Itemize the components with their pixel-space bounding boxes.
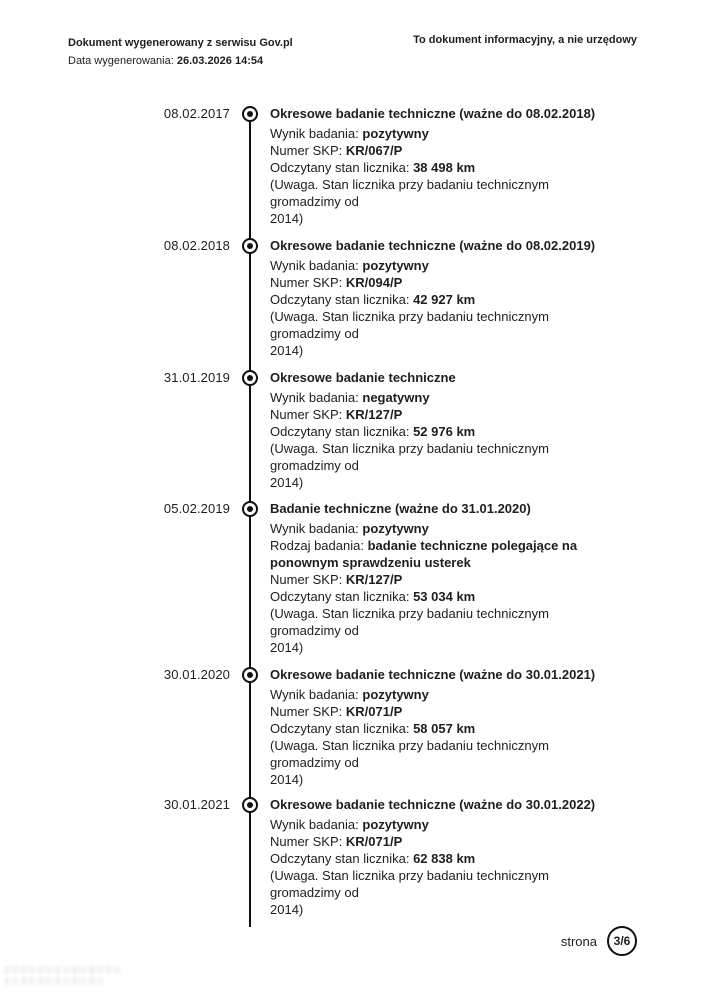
note-line-1: (Uwaga. Stan licznika przy badaniu technicznym gromadzimy od xyxy=(270,738,549,770)
timeline-marker-dot xyxy=(247,802,253,808)
skp-value: KR/071/P xyxy=(345,834,403,849)
odometer-value: 53 034 km xyxy=(413,589,476,604)
odometer-label: Odczytany stan licznika: xyxy=(270,851,410,866)
entry-note xyxy=(270,605,618,656)
entry-result xyxy=(270,125,618,142)
watermark-smudge-row xyxy=(4,966,122,974)
skp-label: Numer SKP: xyxy=(270,572,343,587)
note-line-2: 2014) xyxy=(270,475,304,490)
entry-date: 08.02.2017 xyxy=(163,106,230,121)
entry-skp xyxy=(270,274,618,291)
timeline-marker-icon xyxy=(242,370,258,386)
odometer-label: Odczytany stan licznika: xyxy=(270,424,410,439)
entry-body xyxy=(270,666,618,788)
result-label: Wynik badania: xyxy=(270,521,359,536)
skp-value: KR/127/P xyxy=(345,572,403,587)
type-value: badanie techniczne polegające na ponownym sprawdzeniu usterek xyxy=(270,538,578,570)
skp-value: KR/094/P xyxy=(345,275,403,290)
entry-title: Okresowe badanie techniczne xyxy=(270,370,456,385)
note-line-2: 2014) xyxy=(270,343,304,358)
skp-label: Numer SKP: xyxy=(270,407,343,422)
page-footer xyxy=(561,926,637,956)
header-source-text: Dokument wygenerowany z serwisu Gov.pl xyxy=(68,37,293,49)
skp-value: KR/067/P xyxy=(345,143,403,158)
entry-body xyxy=(270,500,618,656)
skp-value: KR/127/P xyxy=(345,407,403,422)
entry-skp xyxy=(270,571,618,588)
result-value: pozytywny xyxy=(362,817,429,832)
entry-title: Okresowe badanie techniczne (ważne do 08.02.2018) xyxy=(270,106,596,121)
note-line-2: 2014) xyxy=(270,772,304,787)
odometer-value: 62 838 km xyxy=(413,851,476,866)
entry-date: 31.01.2019 xyxy=(163,370,230,385)
entry-body xyxy=(270,105,618,227)
result-label: Wynik badania: xyxy=(270,258,359,273)
entry-body xyxy=(270,796,618,918)
timeline-marker-icon xyxy=(242,106,258,122)
entry-result xyxy=(270,257,618,274)
corner-watermark xyxy=(4,966,122,992)
entry-result xyxy=(270,686,618,703)
skp-label: Numer SKP: xyxy=(270,834,343,849)
entry-note xyxy=(270,440,618,491)
entry-result xyxy=(270,520,618,537)
note-line-2: 2014) xyxy=(270,211,304,226)
page-number-label: strona xyxy=(560,933,597,949)
entry-date: 30.01.2020 xyxy=(163,667,230,682)
entry-note xyxy=(270,176,618,227)
odometer-value: 58 057 km xyxy=(413,721,476,736)
entry-result xyxy=(270,389,618,406)
odometer-label: Odczytany stan licznika: xyxy=(270,589,410,604)
odometer-value: 38 498 km xyxy=(413,160,476,175)
timeline-marker-dot xyxy=(247,375,253,381)
entry-date: 05.02.2019 xyxy=(163,501,230,516)
entry-body xyxy=(270,369,618,491)
entry-skp xyxy=(270,142,618,159)
entry-odometer xyxy=(270,588,618,605)
skp-label: Numer SKP: xyxy=(270,704,343,719)
timeline-marker-dot xyxy=(247,672,253,678)
result-value: pozytywny xyxy=(362,258,429,273)
odometer-label: Odczytany stan licznika: xyxy=(270,721,410,736)
watermark-smudge-row xyxy=(4,977,105,985)
entry-date: 08.02.2018 xyxy=(163,238,230,253)
entry-odometer xyxy=(270,423,618,440)
entry-body xyxy=(270,237,618,359)
header-disclaimer: To dokument informacyjny, a nie urzędowy xyxy=(413,34,637,46)
result-value: pozytywny xyxy=(362,521,429,536)
entry-note xyxy=(270,867,618,918)
note-line-1: (Uwaga. Stan licznika przy badaniu technicznym gromadzimy od xyxy=(270,868,549,900)
result-label: Wynik badania: xyxy=(270,126,359,141)
entry-odometer xyxy=(270,720,618,737)
entry-title: Okresowe badanie techniczne (ważne do 30.01.2022) xyxy=(270,797,596,812)
result-label: Wynik badania: xyxy=(270,817,359,832)
result-value: pozytywny xyxy=(362,126,429,141)
timeline-marker-dot xyxy=(247,506,253,512)
result-label: Wynik badania: xyxy=(270,687,359,702)
entry-odometer xyxy=(270,850,618,867)
generated-date-label: Data wygenerowania: xyxy=(68,55,174,67)
odometer-value: 42 927 km xyxy=(413,292,476,307)
skp-label: Numer SKP: xyxy=(270,143,343,158)
result-label: Wynik badania: xyxy=(270,390,359,405)
skp-value: KR/071/P xyxy=(345,704,403,719)
timeline-marker-dot xyxy=(247,111,253,117)
entry-title: Okresowe badanie techniczne (ważne do 08.02.2019) xyxy=(270,238,596,253)
skp-label: Numer SKP: xyxy=(270,275,343,290)
entry-odometer xyxy=(270,291,618,308)
note-line-1: (Uwaga. Stan licznika przy badaniu technicznym gromadzimy od xyxy=(270,309,549,341)
entry-skp xyxy=(270,703,618,720)
odometer-label: Odczytany stan licznika: xyxy=(270,160,410,175)
entry-title: Badanie techniczne (ważne do 31.01.2020) xyxy=(270,501,531,516)
timeline-marker-icon xyxy=(242,667,258,683)
page-number-badge: 3/6 xyxy=(607,926,637,956)
generated-date-value: 26.03.2026 14:54 xyxy=(176,55,264,67)
note-line-1: (Uwaga. Stan licznika przy badaniu technicznym gromadzimy od xyxy=(270,606,549,638)
note-line-1: (Uwaga. Stan licznika przy badaniu technicznym gromadzimy od xyxy=(270,177,549,209)
entry-date: 30.01.2021 xyxy=(163,797,230,812)
header-left xyxy=(68,34,293,70)
type-label: Rodzaj badania: xyxy=(270,538,364,553)
odometer-label: Odczytany stan licznika: xyxy=(270,292,410,307)
result-value: pozytywny xyxy=(362,687,429,702)
entry-skp xyxy=(270,833,618,850)
timeline-marker-icon xyxy=(242,238,258,254)
entry-note xyxy=(270,737,618,788)
entry-note xyxy=(270,308,618,359)
entry-result xyxy=(270,816,618,833)
entry-skp xyxy=(270,406,618,423)
header-generated-line xyxy=(68,52,293,70)
odometer-value: 52 976 km xyxy=(413,424,476,439)
note-line-2: 2014) xyxy=(270,902,304,917)
entry-odometer xyxy=(270,159,618,176)
result-value: negatywny xyxy=(362,390,430,405)
timeline-marker-icon xyxy=(242,501,258,517)
timeline-marker-icon xyxy=(242,797,258,813)
entry-type xyxy=(270,537,618,571)
entry-title: Okresowe badanie techniczne (ważne do 30.01.2021) xyxy=(270,667,596,682)
note-line-1: (Uwaga. Stan licznika przy badaniu technicznym gromadzimy od xyxy=(270,441,549,473)
note-line-2: 2014) xyxy=(270,640,304,655)
timeline-marker-dot xyxy=(247,243,253,249)
